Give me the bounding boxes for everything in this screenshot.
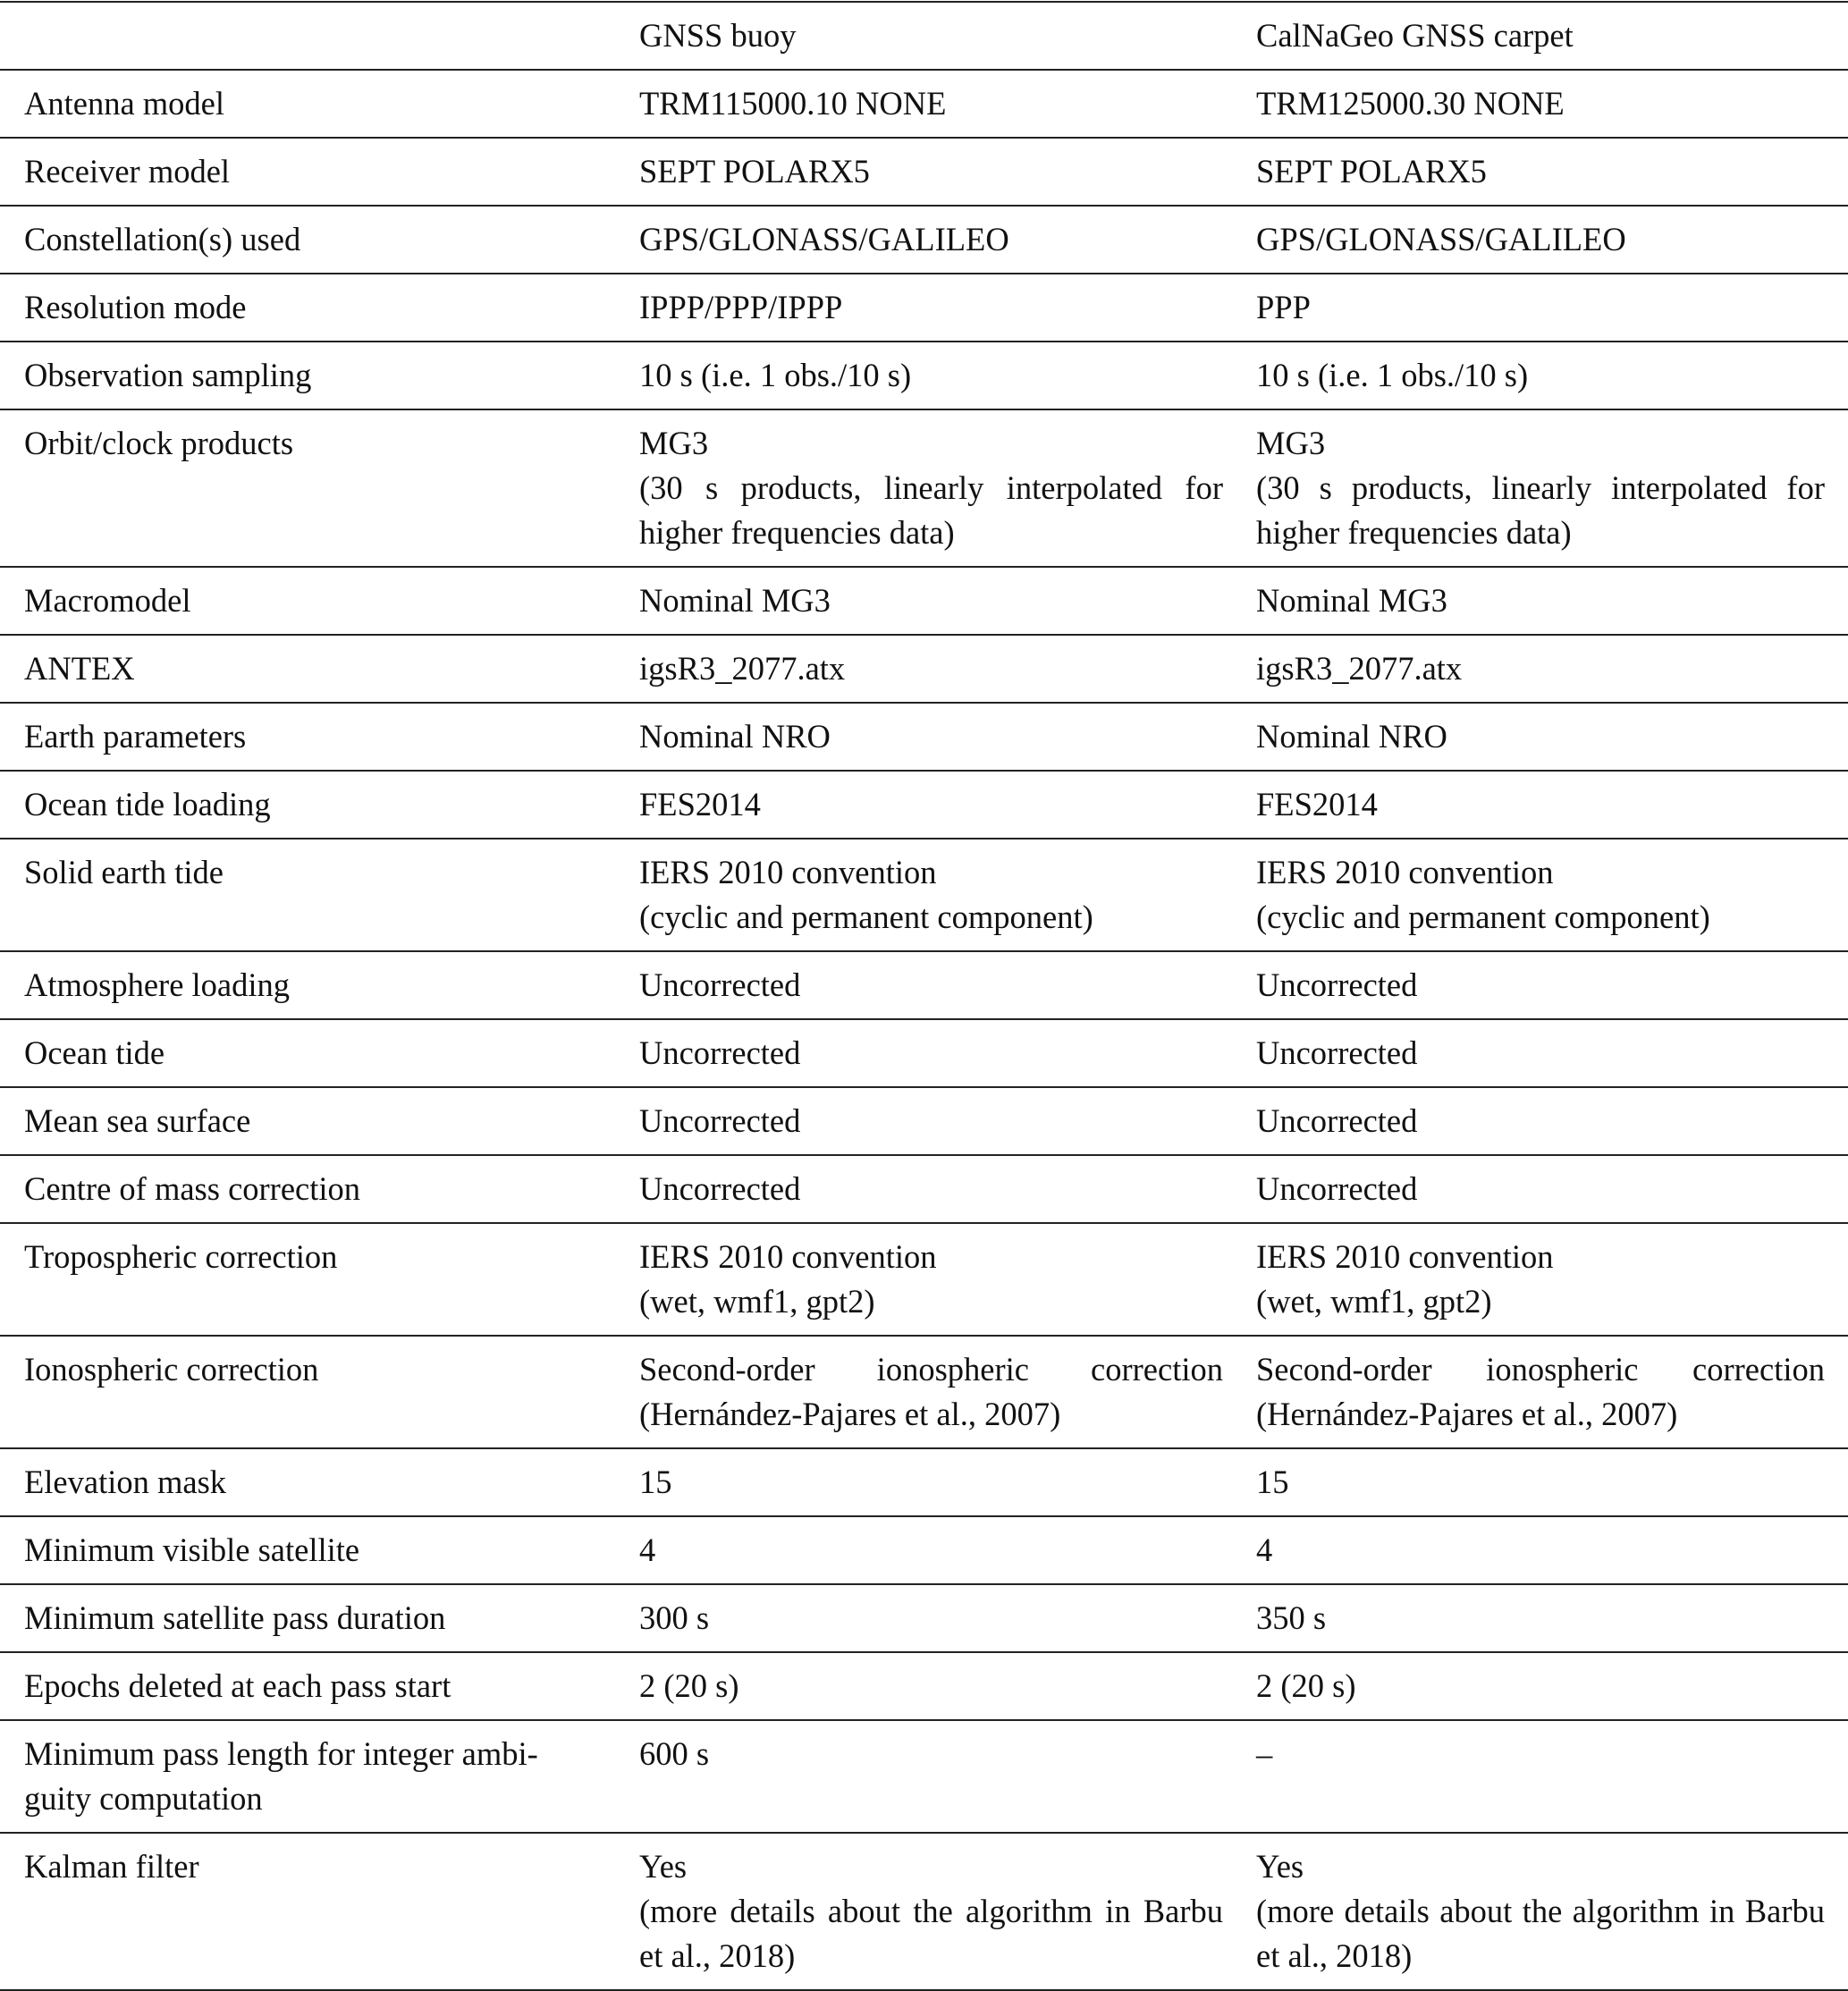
calnageo-carpet-value [1232,1019,1848,1087]
gnss-buoy-value-line: (wet, wmf1, gpt2) [639,1283,875,1320]
parameter-label [0,1584,615,1652]
parameter-label [0,635,615,703]
table-row-minimum-satellite-pass-duration [0,1584,1848,1652]
parameter-label-line: Mean sea surface [24,1102,251,1139]
calnageo-carpet-value-line: IERS 2010 convention [1256,1238,1554,1275]
gnss-buoy-value-line: 600 s [639,1735,710,1772]
parameter-label [0,1516,615,1584]
gnss-buoy-value-line: (30 s products, linearly interpolated for higher frequencies data) [639,469,1223,551]
calnageo-carpet-value-line: igsR3_2077.atx [1256,650,1463,687]
gnss-buoy-value [615,771,1232,839]
parameter-label [0,1720,615,1833]
gnss-buoy-value [615,342,1232,409]
calnageo-carpet-value-line: Yes [1256,1848,1304,1885]
parameter-label-line: Atmosphere loading [24,966,291,1003]
gnss-buoy-value-line: 2 (20 s) [639,1667,739,1704]
gnss-buoy-value [615,1019,1232,1087]
calnageo-carpet-value-line: 350 s [1256,1599,1327,1636]
gnss-buoy-value-line: Yes [639,1848,688,1885]
parameter-label [0,274,615,342]
table-row-constellation-s-used [0,206,1848,274]
gnss-buoy-value [615,1155,1232,1223]
calnageo-carpet-value [1232,839,1848,951]
calnageo-carpet-value [1232,1223,1848,1336]
calnageo-carpet-value [1232,567,1848,635]
table-row-minimum-visible-satellite [0,1516,1848,1584]
calnageo-carpet-value-line: GPS/GLONASS/GALILEO [1256,221,1626,257]
calnageo-carpet-value-line: PPP [1256,289,1311,325]
parameter-label-line: Centre of mass correction [24,1170,361,1207]
gnss-buoy-value-line: Uncorrected [639,1170,801,1207]
calnageo-carpet-value [1232,703,1848,771]
table-row-minimum-pass-length-for-integer-ambi-guity-computation [0,1720,1848,1833]
parameter-label-line: Macromodel [24,582,191,619]
table-row-kalman-filter [0,1833,1848,1990]
gnss-buoy-value [615,206,1232,274]
gnss-buoy-value-line: (more details about the algorithm in Barbu et al., 2018) [639,1893,1223,1974]
table-row-resolution-mode [0,274,1848,342]
calnageo-carpet-value-line: (cyclic and permanent component) [1256,898,1710,935]
table-row-tropospheric-correction [0,1223,1848,1336]
calnageo-carpet-value-line: (30 s products, linearly interpolated for higher frequencies data) [1256,469,1825,551]
gnss-buoy-value [615,1516,1232,1584]
table-row-ocean-tide [0,1019,1848,1087]
calnageo-carpet-value [1232,1652,1848,1720]
gnss-buoy-value [615,951,1232,1019]
parameter-label-line: Orbit/clock products [24,425,294,461]
gnss-buoy-value [615,1223,1232,1336]
gnss-buoy-value-line: IERS 2010 convention [639,854,937,890]
parameter-label [0,567,615,635]
parameter-label [0,1019,615,1087]
gnss-buoy-value-line: (cyclic and permanent component) [639,898,1093,935]
parameter-label [0,1448,615,1516]
table-row-antex [0,635,1848,703]
parameter-label-line: Minimum satellite pass duration [24,1599,446,1636]
table-header-row [0,2,1848,70]
table-row-observation-sampling [0,342,1848,409]
parameter-label-line: Observation sampling [24,357,312,393]
gnss-buoy-value [615,274,1232,342]
table-row-orbit-clock-products [0,409,1848,567]
gnss-buoy-value-line: GPS/GLONASS/GALILEO [639,221,1009,257]
table-row-elevation-mask [0,1448,1848,1516]
parameter-label-line: Kalman filter [24,1848,199,1885]
calnageo-carpet-value-line: – [1256,1735,1273,1772]
calnageo-carpet-value [1232,1336,1848,1448]
parameter-label-line: Minimum pass length for integer ambi- [24,1735,538,1772]
gnss-buoy-value-line: Uncorrected [639,966,801,1003]
gnss-buoy-value [615,1720,1232,1833]
calnageo-carpet-value-line: TRM125000.30 NONE [1256,85,1565,122]
parameter-label-line: Resolution mode [24,289,247,325]
calnageo-carpet-value-line: Uncorrected [1256,1102,1418,1139]
parameter-label [0,1223,615,1336]
parameter-label-line: Ionospheric correction [24,1351,319,1388]
calnageo-carpet-value-line: (wet, wmf1, gpt2) [1256,1283,1492,1320]
calnageo-carpet-value-line: (more details about the algorithm in Barbu et al., 2018) [1256,1893,1825,1974]
calnageo-carpet-value-line: MG3 [1256,425,1326,461]
calnageo-carpet-value-line: 15 [1256,1464,1289,1500]
gnss-buoy-value [615,1652,1232,1720]
gnss-buoy-value-line: 4 [639,1531,656,1568]
gnss-buoy-value-line: igsR3_2077.atx [639,650,846,687]
gnss-buoy-value-line: FES2014 [639,786,761,823]
table-row-antenna-model [0,70,1848,138]
calnageo-carpet-value [1232,1584,1848,1652]
gnss-buoy-value [615,1584,1232,1652]
parameter-label [0,951,615,1019]
parameter-label [0,1652,615,1720]
gnss-buoy-value [615,1087,1232,1155]
parameter-label [0,409,615,567]
column-header-parameter [0,2,615,70]
gnss-buoy-value [615,839,1232,951]
gnss-buoy-value [615,635,1232,703]
calnageo-carpet-value [1232,1516,1848,1584]
calnageo-carpet-value [1232,1448,1848,1516]
gnss-buoy-value-line: Second-order ionospheric correction (Hernández-Pajares et al., 2007) [639,1351,1223,1432]
calnageo-carpet-value [1232,771,1848,839]
calnageo-carpet-value [1232,1087,1848,1155]
calnageo-carpet-value [1232,1720,1848,1833]
table-row-receiver-model [0,138,1848,206]
parameter-label [0,342,615,409]
calnageo-carpet-value [1232,1833,1848,1990]
parameter-label-line: Solid earth tide [24,854,224,890]
table-body [0,70,1848,1990]
table-row-epochs-deleted-at-each-pass-start [0,1652,1848,1720]
parameter-label-line: Epochs deleted at each pass start [24,1667,451,1704]
parameter-label [0,1833,615,1990]
calnageo-carpet-value [1232,70,1848,138]
table-row-mean-sea-surface [0,1087,1848,1155]
parameter-label-line: Receiver model [24,153,231,190]
calnageo-carpet-value-line: Nominal NRO [1256,718,1447,755]
calnageo-carpet-value [1232,409,1848,567]
gnss-buoy-value-line: IPPP/PPP/IPPP [639,289,843,325]
table-row-ionospheric-correction [0,1336,1848,1448]
parameter-label-line: ANTEX [24,650,135,687]
calnageo-carpet-value-line: 10 s (i.e. 1 obs./10 s) [1256,357,1529,393]
calnageo-carpet-value [1232,138,1848,206]
parameter-label-line: Minimum visible satellite [24,1531,360,1568]
gnss-buoy-value [615,1833,1232,1990]
parameter-label [0,1336,615,1448]
calnageo-carpet-value-line: 2 (20 s) [1256,1667,1356,1704]
column-header-gnss-buoy: GNSS buoy [639,17,797,54]
calnageo-carpet-value [1232,635,1848,703]
calnageo-carpet-value-line: Uncorrected [1256,1034,1418,1071]
gnss-buoy-value [615,1448,1232,1516]
calnageo-carpet-value [1232,951,1848,1019]
parameter-label [0,138,615,206]
table-row-atmosphere-loading [0,951,1848,1019]
calnageo-carpet-value [1232,1155,1848,1223]
parameter-label-line: Ocean tide loading [24,786,271,823]
gnss-buoy-value-line: IERS 2010 convention [639,1238,937,1275]
gnss-buoy-value [615,567,1232,635]
calnageo-carpet-value [1232,342,1848,409]
gnss-buoy-value-line: MG3 [639,425,709,461]
parameter-label-line: Tropospheric correction [24,1238,338,1275]
gnss-buoy-value [615,70,1232,138]
table-row-macromodel [0,567,1848,635]
gnss-buoy-value-line: Nominal NRO [639,718,831,755]
calnageo-carpet-value [1232,206,1848,274]
calnageo-carpet-value-line: Uncorrected [1256,966,1418,1003]
parameter-label [0,703,615,771]
gnss-buoy-value-line: Nominal MG3 [639,582,831,619]
gnss-buoy-value [615,1336,1232,1448]
parameter-label-line: guity computation [24,1780,263,1817]
calnageo-carpet-value-line: Nominal MG3 [1256,582,1447,619]
gnss-buoy-value [615,703,1232,771]
parameter-label [0,839,615,951]
gnss-buoy-value-line: 15 [639,1464,672,1500]
table-row-centre-of-mass-correction [0,1155,1848,1223]
parameter-label-line: Ocean tide [24,1034,165,1071]
calnageo-carpet-value-line: IERS 2010 convention [1256,854,1554,890]
gnss-buoy-value-line: 300 s [639,1599,710,1636]
gnss-buoy-value [615,138,1232,206]
gnss-buoy-value-line: 10 s (i.e. 1 obs./10 s) [639,357,912,393]
parameter-label [0,70,615,138]
table-row-ocean-tide-loading [0,771,1848,839]
gnss-buoy-value-line: Uncorrected [639,1102,801,1139]
gnss-buoy-value-line: Uncorrected [639,1034,801,1071]
calnageo-carpet-value-line: Second-order ionospheric correction (Hernández-Pajares et al., 2007) [1256,1351,1825,1432]
calnageo-carpet-value-line: Uncorrected [1256,1170,1418,1207]
gnss-buoy-value [615,409,1232,567]
parameter-label-line: Elevation mask [24,1464,227,1500]
gnss-buoy-value-line: TRM115000.10 NONE [639,85,947,122]
parameter-label-line: Antenna model [24,85,225,122]
table-row-earth-parameters [0,703,1848,771]
column-header-calnageo-carpet: CalNaGeo GNSS carpet [1256,17,1574,54]
calnageo-carpet-value-line: 4 [1256,1531,1273,1568]
parameter-label [0,771,615,839]
calnageo-carpet-value-line: SEPT POLARX5 [1256,153,1487,190]
calnageo-carpet-value [1232,274,1848,342]
parameters-table [0,1,1848,1991]
parameter-label-line: Constellation(s) used [24,221,301,257]
table-row-solid-earth-tide [0,839,1848,951]
parameter-label [0,1087,615,1155]
parameter-label [0,1155,615,1223]
gnss-buoy-value-line: SEPT POLARX5 [639,153,870,190]
parameter-label [0,206,615,274]
parameter-label-line: Earth parameters [24,718,247,755]
calnageo-carpet-value-line: FES2014 [1256,786,1378,823]
